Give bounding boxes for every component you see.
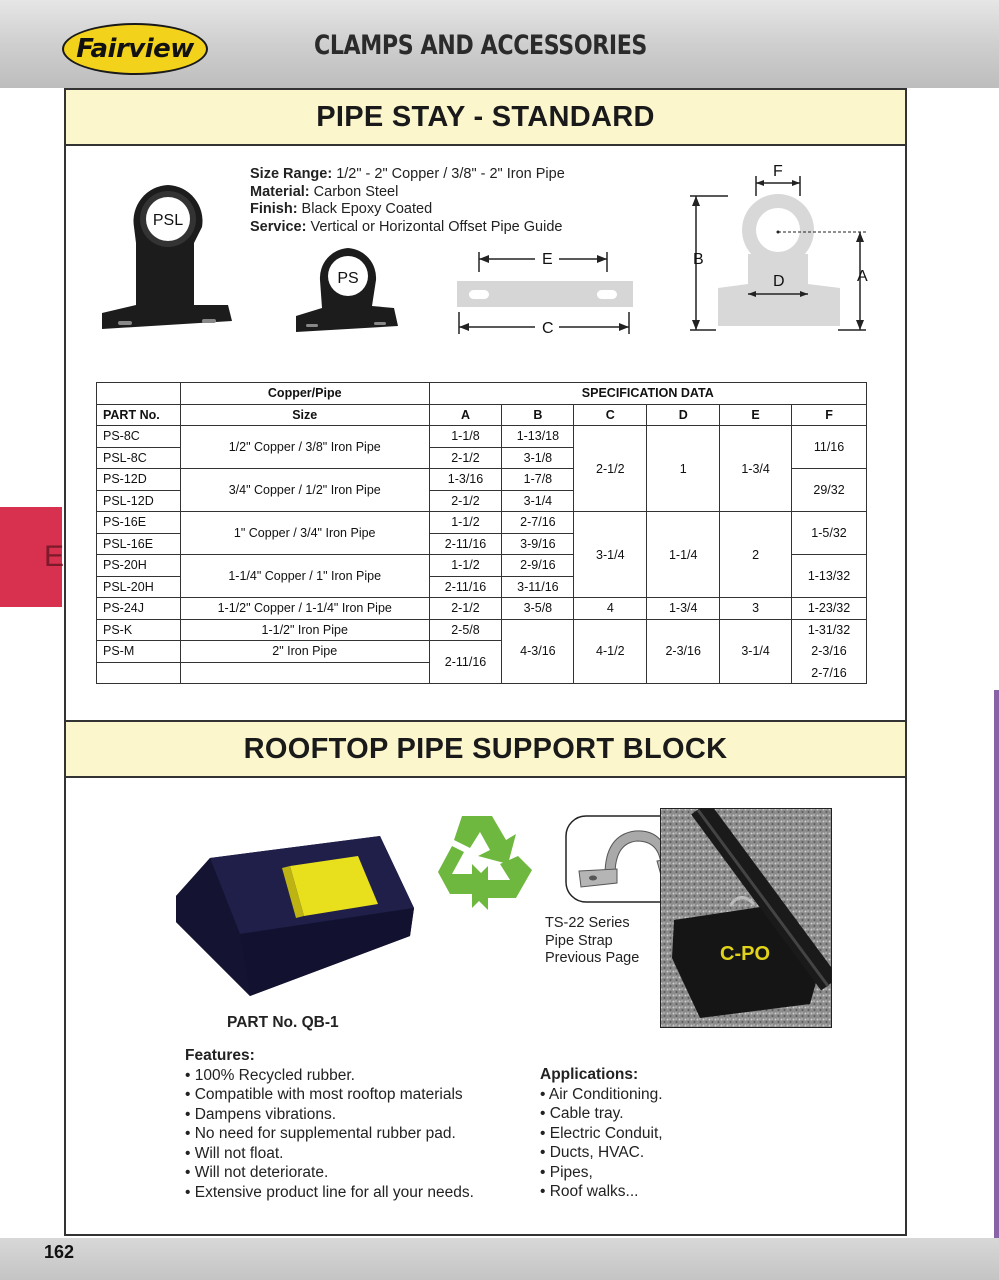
table-header-row-1 <box>97 383 867 405</box>
col-spec-data: SPECIFICATION DATA <box>429 383 866 405</box>
cpo-brand-text: C-PO <box>720 943 770 965</box>
list-item: • 100% Recycled rubber. <box>185 1066 355 1084</box>
footer-band <box>0 1238 999 1280</box>
dim-label-a: A <box>857 268 868 285</box>
fairview-logo: Fairview <box>62 23 208 75</box>
pipe-strap-caption: TS-22 Series Pipe Strap Previous Page <box>545 915 640 966</box>
col-d: D <box>647 404 720 426</box>
spec-finish: Finish: Black Epoxy Coated <box>250 201 433 217</box>
table-row: PS-12D 3/4" Copper / 1/2" Iron Pipe 1-3/16 1-7/8 29/32 <box>97 469 867 491</box>
list-item: • Cable tray. <box>540 1105 624 1122</box>
recycle-icon <box>432 808 538 914</box>
table-row: PS-20H 1-1/4" Copper / 1" Iron Pipe 1-1/2 2-9/16 1-13/32 <box>97 555 867 577</box>
pipe-stay-specs <box>250 166 565 236</box>
list-item: • Ducts, HVAC. <box>540 1144 645 1161</box>
psl-label: PSL <box>152 212 184 229</box>
psl-pipe-stay-image <box>98 183 234 335</box>
list-item: • No need for supplemental rubber pad. <box>185 1125 456 1142</box>
section-tab: E <box>0 507 62 607</box>
table-row: PSL-20H 2-11/16 3-11/16 <box>97 576 867 598</box>
list-item: • Will not float. <box>185 1144 284 1162</box>
col-c: C <box>574 404 647 426</box>
installed-block-photo <box>660 808 832 1028</box>
dim-label-c: C <box>542 320 554 337</box>
col-copper-pipe: Copper/Pipe <box>180 383 429 405</box>
dim-label-e: E <box>542 251 553 268</box>
list-item: • Compatible with most rooftop materials <box>185 1086 463 1103</box>
table-row: 2-7/16 <box>97 662 867 684</box>
table-row: PS-M 2" Iron Pipe 2-11/16 2-3/16 <box>97 641 867 663</box>
dim-label-b: B <box>693 251 704 268</box>
list-item: • Will not deteriorate. <box>185 1164 329 1181</box>
list-item: • Extensive product line for all your needs. <box>185 1183 474 1201</box>
qb1-block-image <box>170 818 418 1000</box>
table-row: PSL-8C 2-1/2 3-1/8 <box>97 447 867 469</box>
spec-size-range: Size Range: 1/2" - 2" Copper / 3/8" - 2" Iron Pipe <box>250 166 565 182</box>
applications-list: Applications: • Air Conditioning. • Cable tray. • Electric Conduit, • Ducts, HVAC. • Pipes, • Roof walks... <box>540 1066 663 1200</box>
ps-label: PS <box>337 270 359 287</box>
table-row: PS-8C 1/2" Copper / 3/8" Iron Pipe 1-1/8 1-13/18 2-1/2 1 1-3/4 11/16 <box>97 426 867 448</box>
col-b: B <box>502 404 574 426</box>
spec-service: Service: Vertical or Horizontal Offset Pipe Guide <box>250 218 563 235</box>
page-heading: CLAMPS AND ACCESSORIES <box>314 30 647 61</box>
rooftop-title: ROOFTOP PIPE SUPPORT BLOCK <box>64 720 907 778</box>
list-item: • Air Conditioning. <box>540 1085 663 1103</box>
list-item: • Dampens vibrations. <box>185 1105 337 1123</box>
table-row: PS-24J 1-1/2" Copper / 1-1/4" Iron Pipe 2-1/2 3-5/8 4 1-3/4 3 1-23/32 <box>97 598 867 620</box>
page-number: 162 <box>44 1242 75 1262</box>
page-edge-stripe <box>994 690 999 1280</box>
qb1-part-number: PART No. QB-1 <box>227 1014 339 1031</box>
pipe-stay-title: PIPE STAY - STANDARD <box>64 88 907 146</box>
table-row: PSL-12D 2-1/2 3-1/4 <box>97 490 867 512</box>
table-row: PSL-16E 2-11/16 3-9/16 <box>97 533 867 555</box>
col-e: E <box>720 404 792 426</box>
list-item: • Roof walks... <box>540 1183 639 1200</box>
profile-diagram <box>688 176 870 336</box>
pipe-stay-spec-table <box>96 382 867 684</box>
table-header-row-2 <box>97 404 867 426</box>
table-row: PS-K 1-1/2" Iron Pipe 2-5/8 4-3/16 4-1/2 2-3/16 3-1/4 1-31/32 <box>97 619 867 641</box>
col-part-no: PART No. <box>97 404 181 426</box>
col-size: Size <box>180 404 429 426</box>
col-a: A <box>429 404 502 426</box>
features-list: Features: • 100% Recycled rubber. • Compatible with most rooftop materials • Dampens vibrations. • No need for supplemental rubber pad. • Will not float. • Will not deteriorate. • Extensive product line for all your needs. <box>185 1047 474 1201</box>
dim-label-f: F <box>773 163 783 180</box>
list-item: • Electric Conduit, <box>540 1124 663 1142</box>
table-row: PS-16E 1" Copper / 3/4" Iron Pipe 1-1/2 2-7/16 3-1/4 1-1/4 2 1-5/32 <box>97 512 867 534</box>
spec-material: Material: Carbon Steel <box>250 183 399 200</box>
col-f: F <box>792 404 867 426</box>
list-item: • Pipes, <box>540 1163 593 1181</box>
ps-pipe-stay-image <box>294 246 400 336</box>
dim-label-d: D <box>773 273 785 290</box>
